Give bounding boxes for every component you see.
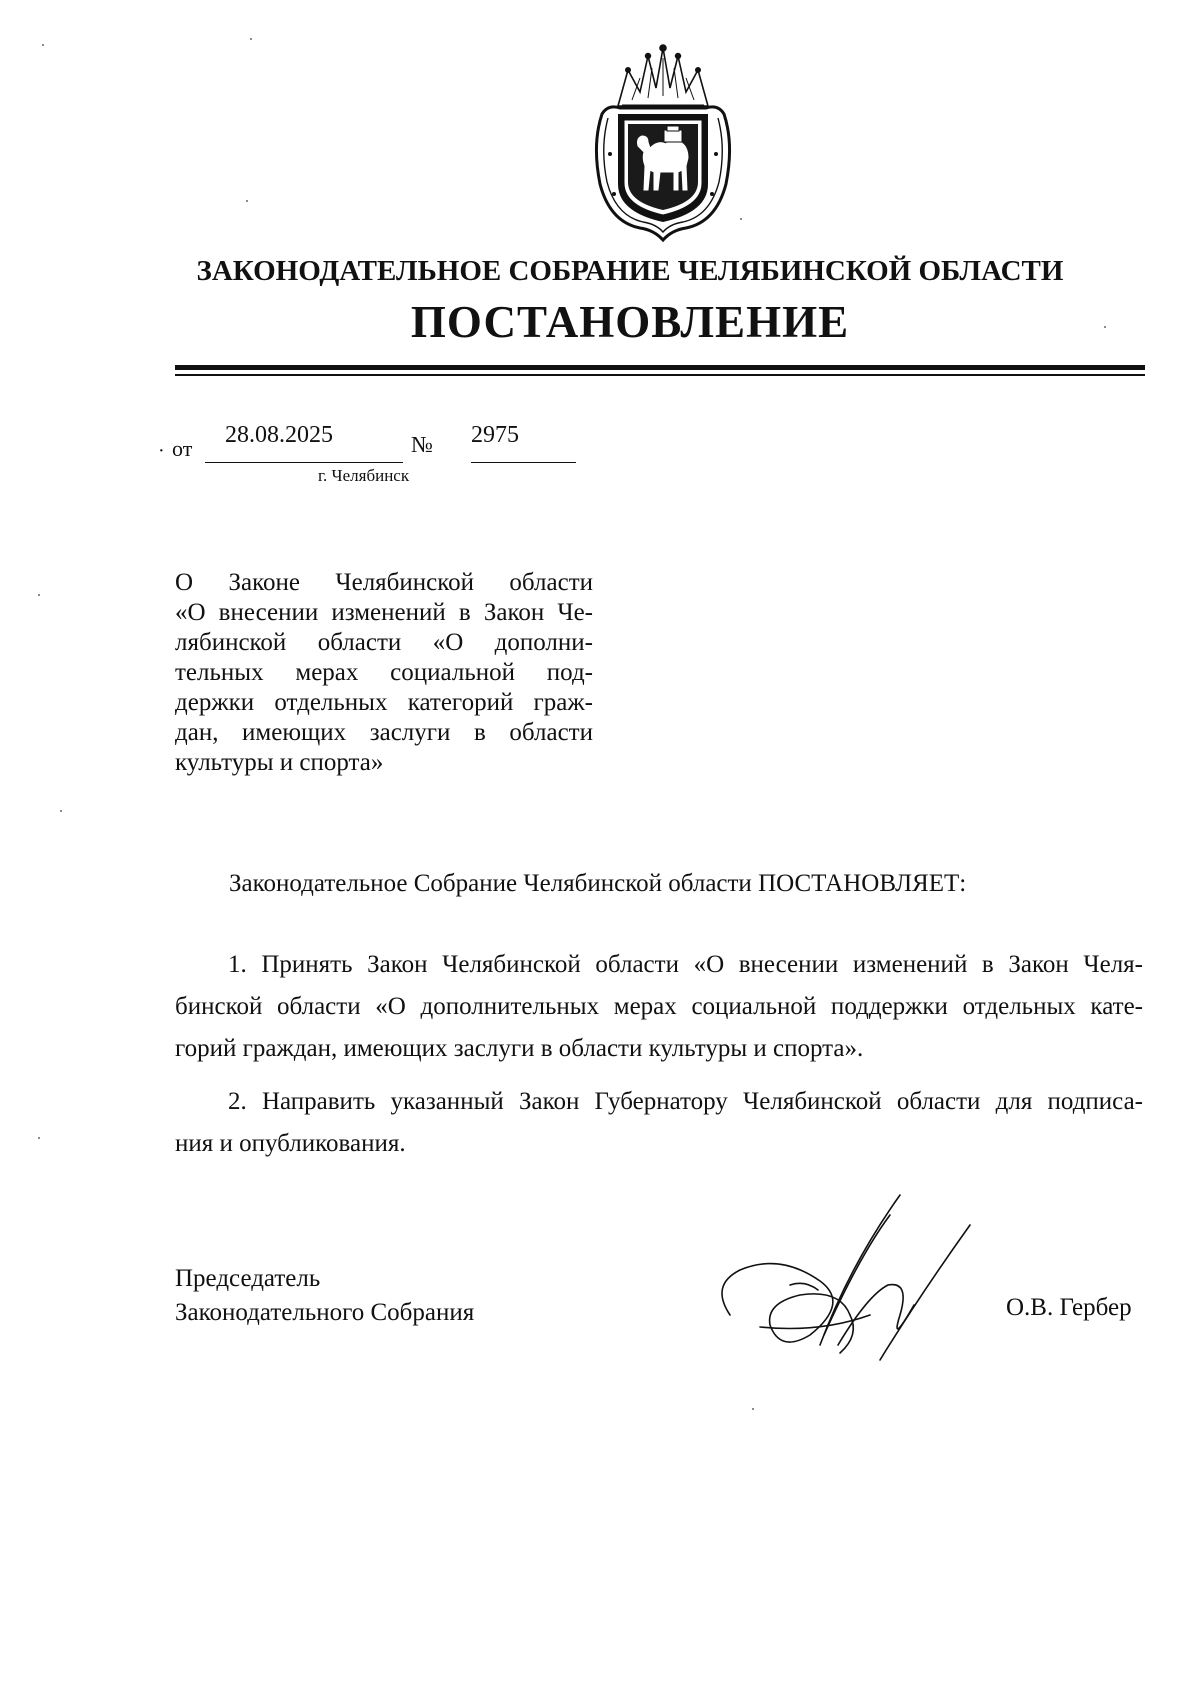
paragraph-line: бинской области «О дополнительных мерах социальной поддержки отдельных кате- (175, 993, 1143, 1020)
coat-of-arms-icon (588, 44, 738, 244)
document-date: 28.08.2025 (225, 422, 333, 448)
signer-position-line: Законодательного Собрания (175, 1299, 475, 1326)
scan-speck (1104, 326, 1106, 328)
number-field (471, 422, 576, 463)
subject-line: лябинской области «О дополни- (175, 629, 593, 656)
scan-speck (752, 1408, 754, 1410)
subject-line: держки отдельных категорий граж- (175, 689, 593, 716)
scan-speck (250, 38, 252, 40)
scan-speck (42, 44, 44, 46)
paragraph-2 (175, 1081, 1143, 1165)
paragraph-1 (175, 944, 1143, 1070)
scan-dot: · (158, 440, 165, 462)
handwritten-signature-icon (700, 1185, 980, 1365)
document-number: 2975 (471, 422, 519, 448)
header-rule-thin (175, 374, 1145, 376)
document-subject (175, 568, 593, 778)
paragraph-line: 1. Принять Закон Челябинской области «О внесении изменений в Закон Челя- (228, 951, 1143, 978)
scan-speck (740, 218, 742, 220)
subject-line: дан, имеющих заслуги в области (175, 719, 593, 746)
subject-line: «О внесении изменений в Закон Че- (175, 599, 593, 626)
paragraph-line: 2. Направить указанный Закон Губернатору Челябинской области для подписа- (228, 1088, 1143, 1115)
subject-line: О Законе Челябинской области (175, 569, 593, 596)
scan-speck (38, 594, 40, 596)
date-prefix: от (172, 436, 193, 461)
scan-speck (60, 810, 62, 812)
header-rule-thick (175, 365, 1145, 370)
resolution-preamble: Законодательное Собрание Челябинской области ПОСТАНОВЛЯЕТ: (229, 870, 967, 897)
paragraph-line: ния и опубликования. (175, 1130, 406, 1157)
signer-position (175, 1262, 474, 1330)
number-prefix: № (411, 432, 433, 457)
subject-line: тельных мерах социальной под- (175, 659, 593, 686)
subject-line: культуры и спорта» (175, 749, 384, 776)
date-field (205, 422, 403, 463)
document-type-title: ПОСТАНОВЛЕНИЕ (410, 297, 850, 347)
document-city: г. Челябинск (318, 466, 410, 485)
signer-position-line: Председатель (175, 1265, 321, 1292)
scan-speck (246, 200, 248, 202)
paragraph-line: горий граждан, имеющих заслуги в области культуры и спорта». (175, 1035, 864, 1062)
signer-name: О.В. Гербер (1006, 1294, 1132, 1321)
organization-name: ЗАКОНОДАТЕЛЬНОЕ СОБРАНИЕ ЧЕЛЯБИНСКОЙ ОБЛАСТИ (196, 255, 1064, 287)
scan-speck (38, 1137, 40, 1139)
